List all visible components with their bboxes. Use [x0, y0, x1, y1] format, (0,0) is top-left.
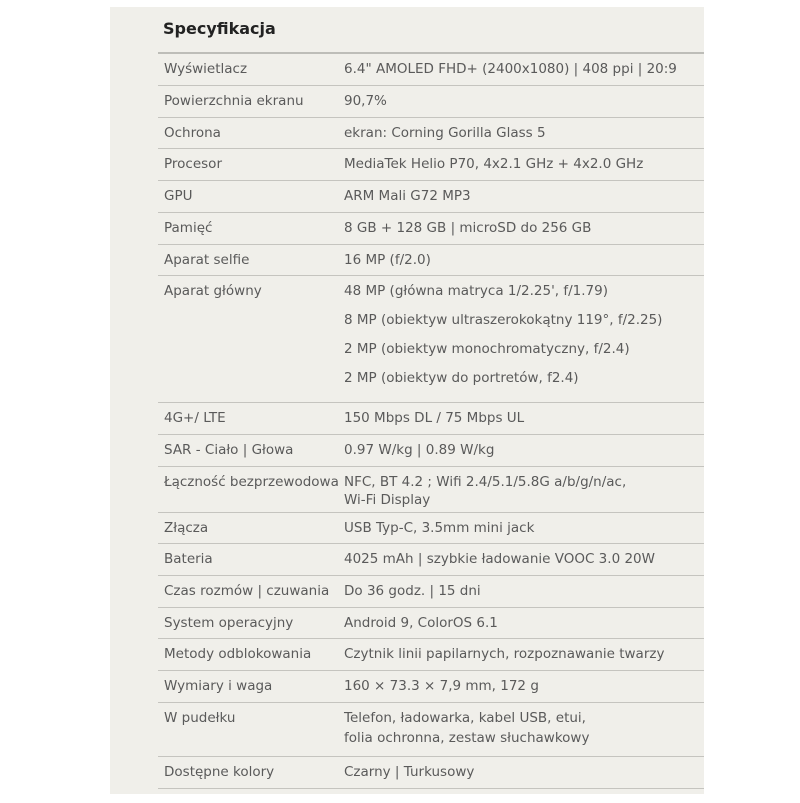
spec-value-line: Wi-Fi Display — [344, 492, 431, 508]
spec-value-line: ekran: Corning Gorilla Glass 5 — [344, 125, 546, 141]
spec-label: GPU — [164, 188, 193, 204]
spec-value-line: USB Typ-C, 3.5mm mini jack — [344, 520, 535, 536]
spec-value-line: NFC, BT 4.2 ; Wifi 2.4/5.1/5.8G a/b/g/n/ac, — [344, 474, 627, 490]
spec-value-line: 2 MP (obiektyw do portretów, f2.4) — [344, 370, 579, 386]
spec-value — [340, 435, 704, 466]
spec-value — [340, 467, 704, 512]
spec-label: Metody odblokowania — [164, 646, 312, 662]
spec-table — [158, 52, 704, 789]
spec-value-line: folia ochronna, zestaw słuchawkowy — [344, 730, 590, 746]
spec-value-line: Czarny | Turkusowy — [344, 764, 475, 780]
spec-row-os — [158, 608, 704, 639]
spec-value-line: 6.4" AMOLED FHD+ (2400x1080) | 408 ppi | 20:9 — [344, 61, 677, 77]
spec-value — [340, 703, 704, 756]
spec-value — [340, 403, 704, 434]
spec-value — [340, 245, 704, 275]
spec-value — [340, 276, 704, 402]
spec-label: Powierzchnia ekranu — [164, 93, 304, 109]
spec-title: Specyfikacja — [163, 19, 276, 38]
spec-row-selfie-camera — [158, 245, 704, 276]
spec-value-line: ARM Mali G72 MP3 — [344, 188, 471, 204]
spec-label: W pudełku — [164, 710, 236, 726]
spec-value-line: 150 Mbps DL / 75 Mbps UL — [344, 410, 525, 426]
spec-label: Pamięć — [164, 220, 213, 236]
spec-row-connectors — [158, 513, 704, 544]
spec-label: 4G+/ LTE — [164, 410, 226, 426]
spec-value — [340, 513, 704, 543]
spec-value-line: 8 MP (obiektyw ultraszerokokątny 119°, f/2.25) — [344, 312, 663, 328]
spec-value — [340, 576, 704, 607]
spec-row-gpu — [158, 181, 704, 213]
spec-value-line: 90,7% — [344, 93, 387, 109]
spec-row-screen-area — [158, 86, 704, 118]
spec-value — [340, 544, 704, 575]
spec-value-line: 48 MP (główna matryca 1/2.25', f/1.79) — [344, 283, 609, 299]
spec-row-colors — [158, 757, 704, 789]
spec-value-line: Android 9, ColorOS 6.1 — [344, 615, 498, 631]
spec-value-line: Czytnik linii papilarnych, rozpoznawanie twarzy — [344, 646, 665, 662]
spec-label: Złącza — [164, 520, 209, 536]
spec-label: System operacyjny — [164, 615, 294, 631]
spec-row-unlock — [158, 639, 704, 671]
spec-label: Wyświetlacz — [164, 61, 248, 77]
spec-value-line: 8 GB + 128 GB | microSD do 256 GB — [344, 220, 592, 236]
spec-label: Dostępne kolory — [164, 764, 275, 780]
spec-value-line: Do 36 godz. | 15 dni — [344, 583, 481, 599]
spec-row-main-camera — [158, 276, 704, 403]
spec-row-battery — [158, 544, 704, 576]
spec-value — [340, 757, 704, 788]
spec-value — [340, 608, 704, 638]
spec-row-wireless — [158, 467, 704, 513]
spec-label: Aparat główny — [164, 283, 262, 299]
spec-row-talk-standby — [158, 576, 704, 608]
spec-value — [340, 213, 704, 244]
spec-row-dimensions — [158, 671, 704, 703]
spec-row-protection — [158, 118, 704, 149]
spec-value — [340, 86, 704, 117]
spec-label: Wymiary i waga — [164, 678, 273, 694]
spec-row-memory — [158, 213, 704, 245]
spec-value-line: 2 MP (obiektyw monochromatyczny, f/2.4) — [344, 341, 630, 357]
spec-label: Łączność bezprzewodowa — [164, 474, 339, 490]
spec-value-line: 16 MP (f/2.0) — [344, 252, 431, 268]
spec-value-line: Telefon, ładowarka, kabel USB, etui, — [344, 710, 586, 726]
spec-value — [340, 54, 704, 85]
spec-value-line: MediaTek Helio P70, 4x2.1 GHz + 4x2.0 GHz — [344, 156, 644, 172]
spec-label: Czas rozmów | czuwania — [164, 583, 330, 599]
spec-value — [340, 149, 704, 180]
spec-value-line: 160 × 73.3 × 7,9 mm, 172 g — [344, 678, 539, 694]
spec-label: SAR - Ciało | Głowa — [164, 442, 294, 458]
spec-panel — [110, 7, 704, 794]
spec-label: Procesor — [164, 156, 222, 172]
spec-label: Bateria — [164, 551, 213, 567]
spec-value-line: 0.97 W/kg | 0.89 W/kg — [344, 442, 495, 458]
spec-label: Ochrona — [164, 125, 221, 141]
spec-value — [340, 639, 704, 670]
spec-value — [340, 118, 704, 148]
spec-label: Aparat selfie — [164, 252, 250, 268]
spec-row-display — [158, 54, 704, 86]
spec-value — [340, 671, 704, 702]
spec-row-processor — [158, 149, 704, 181]
spec-row-in-box — [158, 703, 704, 757]
spec-row-lte — [158, 403, 704, 435]
spec-value-line: 4025 mAh | szybkie ładowanie VOOC 3.0 20W — [344, 551, 655, 567]
spec-value — [340, 181, 704, 212]
spec-row-sar — [158, 435, 704, 467]
